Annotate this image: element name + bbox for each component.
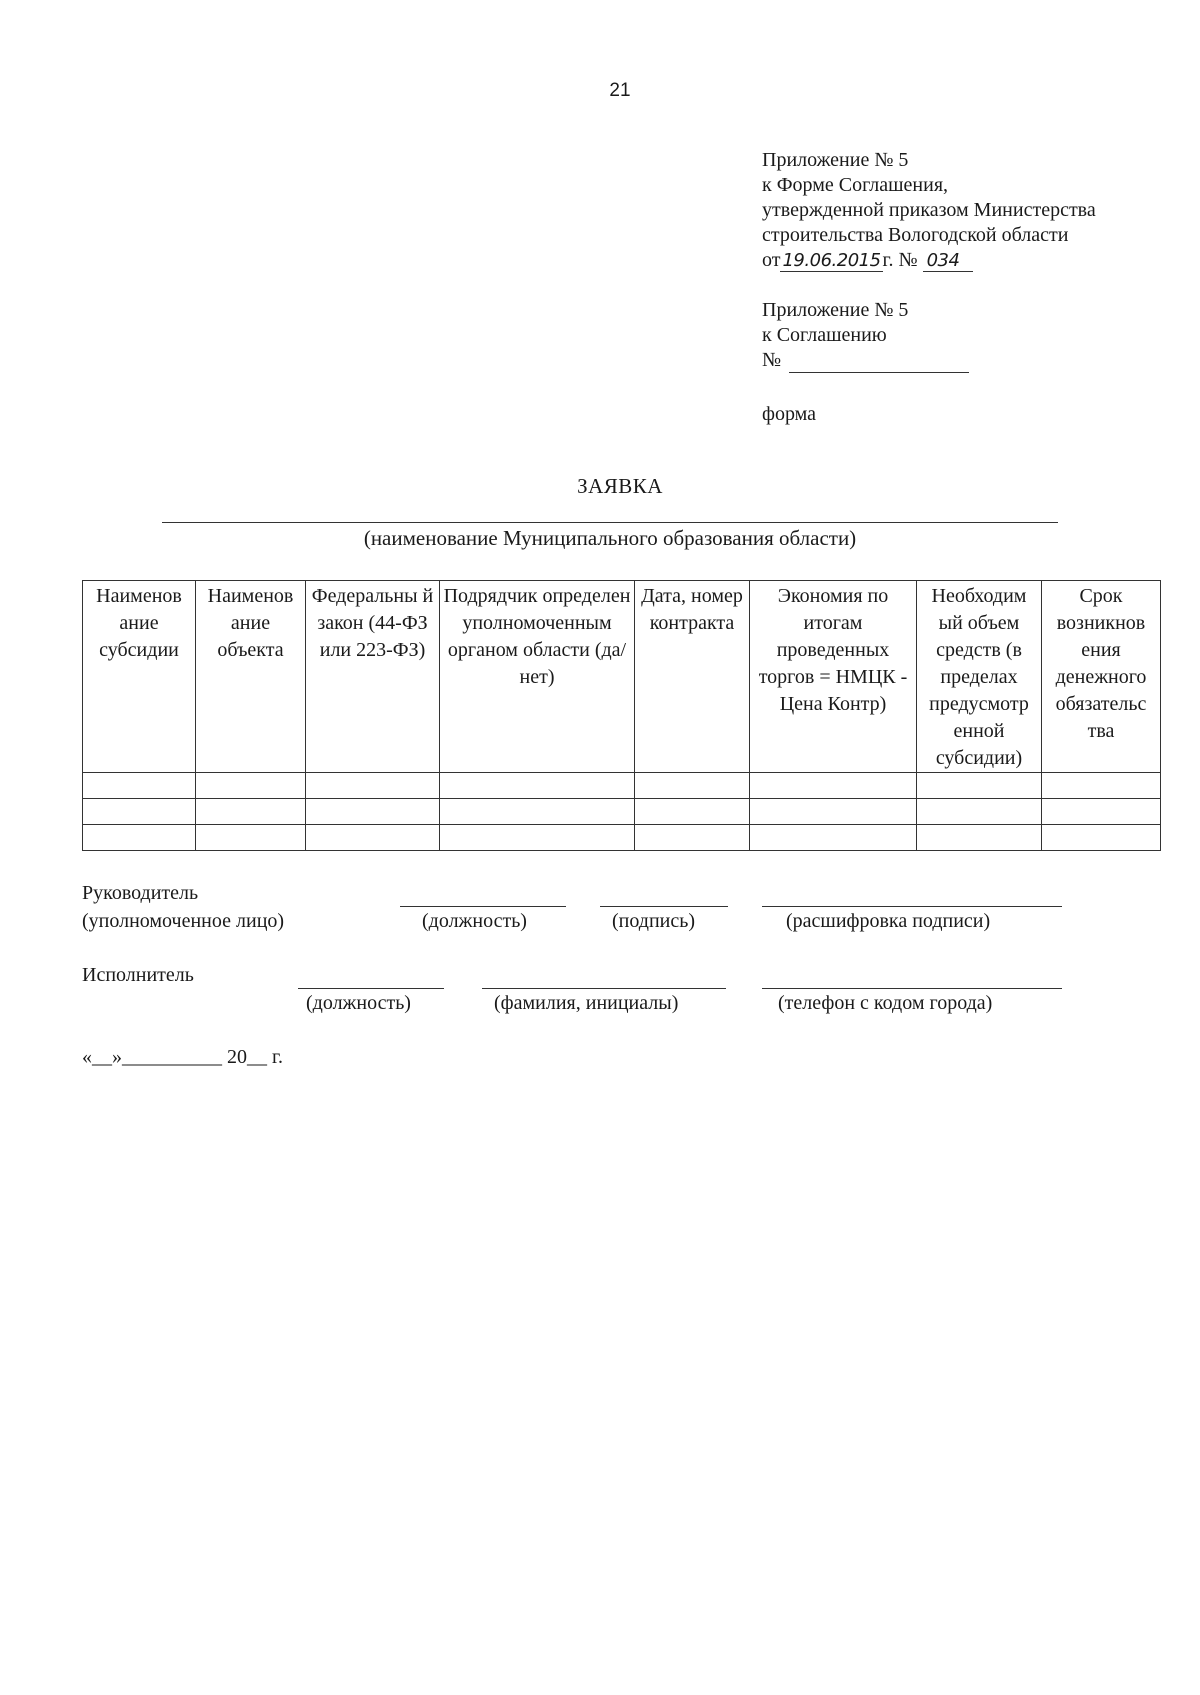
table-cell[interactable]: [1042, 799, 1161, 825]
table-cell[interactable]: [83, 773, 196, 799]
date-prefix: от: [762, 249, 781, 271]
table-cell[interactable]: [306, 799, 440, 825]
document-title: ЗАЯВКА: [577, 474, 663, 498]
appendix-agreement-line1: Приложение № 5: [762, 299, 909, 321]
page-number: 21: [609, 80, 631, 101]
header-subsidy-name: Наименов ание субсидии: [83, 581, 196, 773]
table-cell[interactable]: [750, 799, 917, 825]
table-cell[interactable]: [1042, 825, 1161, 851]
header-required-funds: Необходим ый объем средств (в пределах предусмотр енной субсидии): [917, 581, 1042, 773]
number-prefix: г. №: [882, 249, 918, 271]
appendix-agreement-number: [762, 348, 969, 373]
appendix-form-block: [762, 148, 1096, 273]
header-contract-date: Дата, номер контракта: [635, 581, 750, 773]
head-label: Руководитель: [82, 882, 199, 904]
header-contractor: Подрядчик определен уполномоченным органом области (да/нет): [440, 581, 635, 773]
head-position-line[interactable]: [400, 906, 566, 907]
table-cell[interactable]: [306, 825, 440, 851]
table-cell[interactable]: [917, 825, 1042, 851]
head-position-caption: (должность): [422, 910, 527, 932]
table-cell[interactable]: [440, 799, 635, 825]
head-sub-label: (уполномоченное лицо): [82, 910, 285, 932]
handwritten-number: 034: [923, 251, 974, 272]
executor-position-line[interactable]: [298, 988, 444, 989]
table-row: [83, 825, 1161, 851]
appendix-form-date-line: [762, 248, 1096, 273]
table-row: [83, 773, 1161, 799]
appendix-form-line4: строительства Вологодской области: [762, 224, 1069, 246]
agreement-number-label: №: [762, 349, 782, 371]
table-cell[interactable]: [196, 773, 306, 799]
table-cell[interactable]: [635, 799, 750, 825]
appendix-form-line2: к Форме Соглашения,: [762, 174, 949, 196]
head-decoding-caption: (расшифровка подписи): [786, 910, 991, 932]
header-federal-law: Федеральны й закон (44-ФЗ или 223-ФЗ): [306, 581, 440, 773]
header-obligation-term: Срок возникнов ения денежного обязательс тва: [1042, 581, 1161, 773]
head-signature-line[interactable]: [600, 906, 728, 907]
table-cell[interactable]: [196, 825, 306, 851]
table-cell[interactable]: [196, 799, 306, 825]
municipality-name-line[interactable]: [162, 522, 1058, 523]
handwritten-date: 19.06.2015: [782, 250, 881, 271]
appendix-agreement-block: [762, 298, 969, 373]
appendix-form-line1: Приложение № 5: [762, 149, 909, 171]
executor-position-caption: (должность): [306, 992, 411, 1014]
municipality-name-caption: (наименование Муниципального образования области): [363, 526, 857, 550]
head-decoding-line[interactable]: [762, 906, 1062, 907]
header-savings: Экономия по итогам проведенных торгов = НМЦК - Цена Контр): [750, 581, 917, 773]
request-table: [82, 580, 1161, 851]
table-cell[interactable]: [917, 773, 1042, 799]
table-row: [83, 799, 1161, 825]
table-cell[interactable]: [83, 799, 196, 825]
executor-phone-caption: (телефон с кодом города): [778, 992, 993, 1014]
table-cell[interactable]: [635, 825, 750, 851]
executor-phone-line[interactable]: [762, 988, 1062, 989]
executor-name-caption: (фамилия, инициалы): [494, 992, 679, 1014]
table-cell[interactable]: [917, 799, 1042, 825]
table-cell[interactable]: [750, 825, 917, 851]
form-label: форма: [762, 403, 817, 425]
table-cell[interactable]: [750, 773, 917, 799]
header-object-name: Наименов ание объекта: [196, 581, 306, 773]
table-cell[interactable]: [83, 825, 196, 851]
executor-name-line[interactable]: [482, 988, 726, 989]
table-cell[interactable]: [440, 825, 635, 851]
table-cell[interactable]: [306, 773, 440, 799]
table-cell[interactable]: [635, 773, 750, 799]
head-signature-caption: (подпись): [612, 910, 696, 932]
table-cell[interactable]: [440, 773, 635, 799]
date-line[interactable]: «__»__________ 20__ г.: [82, 1046, 283, 1068]
table-header-row: [83, 581, 1161, 773]
appendix-form-line3: утвержденной приказом Министерства: [762, 199, 1096, 221]
appendix-agreement-line2: к Соглашению: [762, 324, 887, 346]
agreement-number-blank[interactable]: [789, 354, 969, 373]
executor-label: Исполнитель: [82, 964, 194, 986]
table-cell[interactable]: [1042, 773, 1161, 799]
